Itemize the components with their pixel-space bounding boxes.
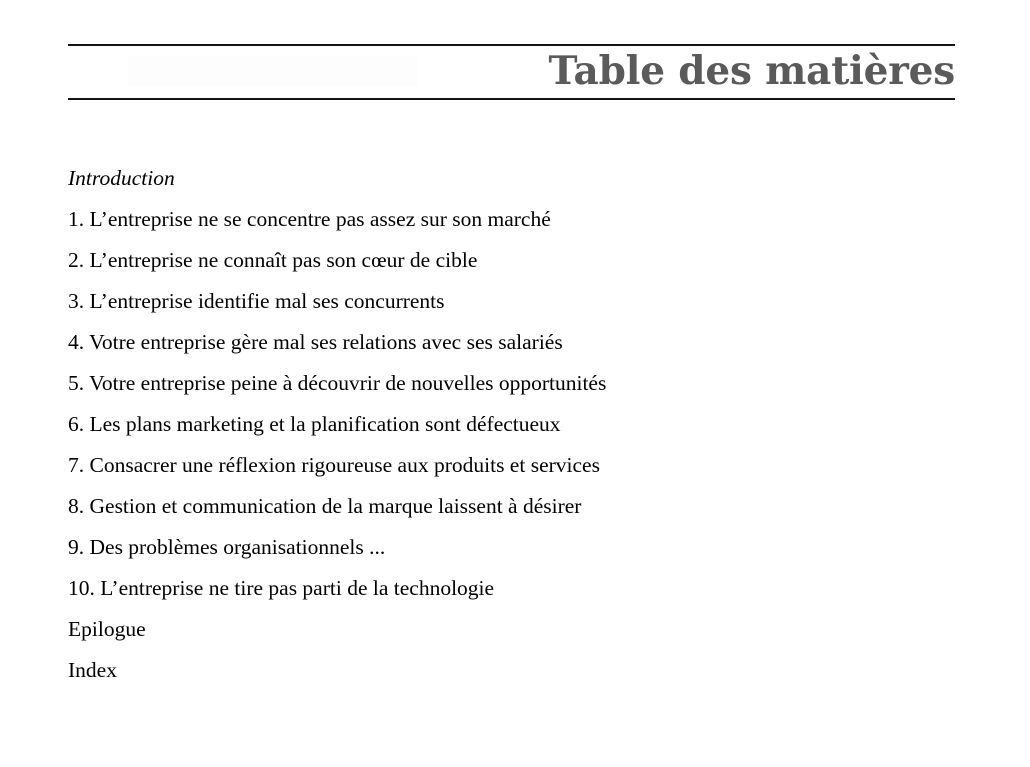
header-rule-bottom xyxy=(68,98,955,100)
toc-entry: 3. L’entreprise identifie mal ses concurrents xyxy=(68,289,445,313)
slide-header xyxy=(68,44,955,100)
toc-entry: Index xyxy=(68,658,117,682)
toc-entry: 2. L’entreprise ne connaît pas son cœur de cible xyxy=(68,248,478,272)
toc-entry: 4. Votre entreprise gère mal ses relations avec ses salariés xyxy=(68,330,563,354)
toc-entry: 7. Consacrer une réflexion rigoureuse aux produits et services xyxy=(68,453,600,477)
toc-entry: 9. Des problèmes organisationnels ... xyxy=(68,535,386,559)
toc-entry: 8. Gestion et communication de la marque laissent à désirer xyxy=(68,494,582,518)
header-rule-top xyxy=(68,44,955,46)
toc-entry: Introduction xyxy=(68,166,175,190)
table-of-contents-list xyxy=(68,158,968,691)
toc-entry: 6. Les plans marketing et la planification sont défectueux xyxy=(68,412,561,436)
toc-entry: Epilogue xyxy=(68,617,146,641)
toc-entry: 10. L’entreprise ne tire pas parti de la technologie xyxy=(68,576,495,600)
toc-entry: 5. Votre entreprise peine à découvrir de nouvelles opportunités xyxy=(68,371,607,395)
page-title: Table des matières xyxy=(548,48,955,94)
toc-entry: 1. L’entreprise ne se concentre pas assez sur son marché xyxy=(68,207,551,231)
header-ghost-artifact xyxy=(128,56,418,86)
